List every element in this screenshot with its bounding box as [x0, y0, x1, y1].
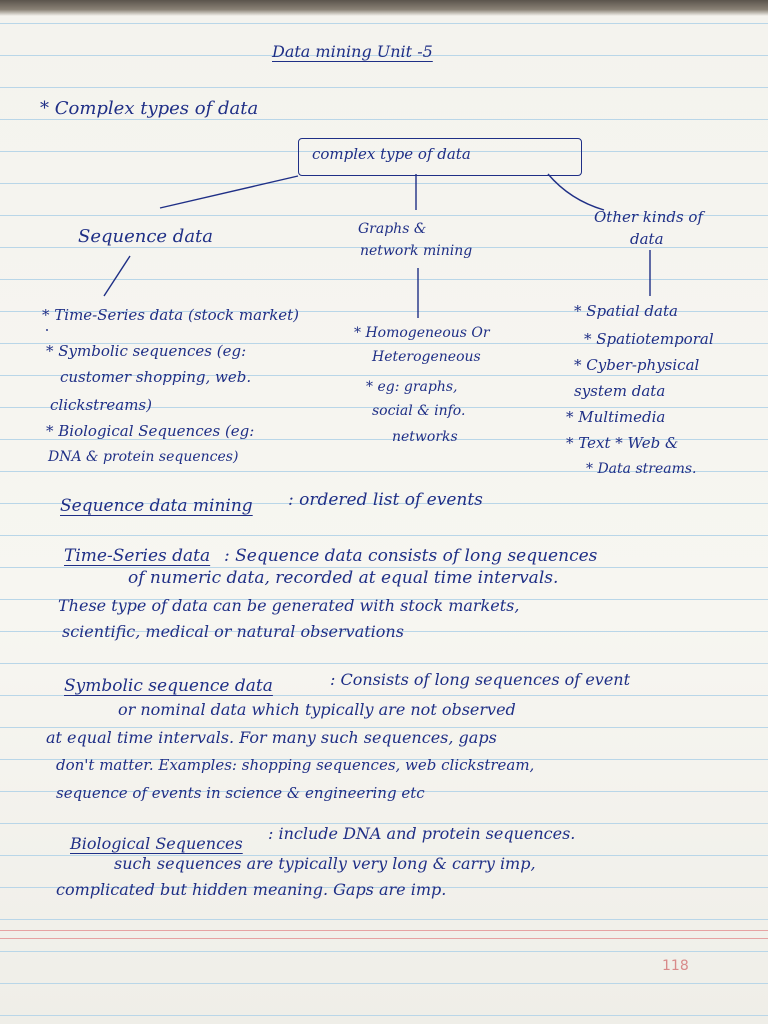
section-heading: * Complex types of data: [40, 98, 259, 119]
term-time-series: Time-Series data: [64, 546, 211, 566]
col3-line: * Data streams.: [586, 461, 697, 477]
connector-right: [548, 174, 604, 210]
sym-line: don't matter. Examples: shopping sequences, web clickstream,: [56, 756, 535, 774]
term-biological-sequences: Biological Sequences: [70, 834, 243, 853]
branch-other-label-2: data: [630, 230, 664, 248]
ts-line: : Sequence data consists of long sequences: [224, 546, 598, 566]
col1-line: customer shopping, web.: [60, 368, 252, 386]
col2-line: * eg: graphs,: [366, 379, 458, 395]
branch-other-label: Other kinds of: [594, 208, 703, 226]
def-sequence-mining: : ordered list of events: [288, 490, 483, 510]
bio-line: complicated but hidden meaning. Gaps are imp.: [56, 880, 447, 899]
col3-line: * Cyber-physical: [574, 356, 700, 374]
col3-line: * Multimedia: [566, 408, 666, 426]
margin-rule: [0, 938, 768, 939]
col1-line: * Biological Sequences (eg:: [46, 422, 255, 440]
bio-line: : include DNA and protein sequences.: [268, 824, 576, 843]
col2-line: social & info.: [372, 403, 466, 419]
col2-line: networks: [392, 429, 458, 445]
ts-line: scientific, medical or natural observations: [62, 622, 404, 641]
diagram-root-label: complex type of data: [312, 145, 471, 163]
sym-line: or nominal data which typically are not observed: [118, 700, 516, 719]
sym-line: : Consists of long sequences of event: [330, 670, 631, 689]
col2-line: * Homogeneous Or: [354, 325, 490, 341]
connector-left: [160, 176, 298, 208]
col1-line: clickstreams): [50, 396, 152, 414]
branch-graphs-label-2: network mining: [360, 243, 473, 259]
col3-line: * Spatial data: [574, 302, 678, 320]
col1-line: * Symbolic sequences (eg:: [46, 342, 247, 360]
col3-line: * Spatiotemporal: [584, 330, 714, 348]
branch-graphs-label: Graphs &: [358, 221, 427, 237]
col3-line: * Text * Web &: [566, 434, 679, 452]
col3-line: system data: [574, 382, 666, 400]
page-number: 118: [662, 958, 689, 974]
col1-line: * Time-Series data (stock market): [42, 306, 300, 324]
margin-rule: [0, 930, 768, 931]
sym-line: sequence of events in science & engineering etc: [56, 784, 425, 802]
sym-line: at equal time intervals. For many such sequences, gaps: [46, 728, 497, 747]
term-sequence-mining: Sequence data mining: [60, 496, 253, 516]
col1-line: DNA & protein sequences): [48, 449, 239, 465]
ts-line: These type of data can be generated with stock markets,: [58, 596, 520, 615]
page-title: Data mining Unit -5: [272, 42, 433, 61]
term-symbolic-sequence: Symbolic sequence data: [64, 676, 273, 696]
col2-line: Heterogeneous: [372, 349, 481, 365]
ts-line: of numeric data, recorded at equal time intervals.: [128, 568, 559, 588]
bio-line: such sequences are typically very long & carry imp,: [114, 854, 536, 873]
connector-left-down: [104, 256, 130, 296]
branch-sequence-label: Sequence data: [78, 226, 214, 247]
